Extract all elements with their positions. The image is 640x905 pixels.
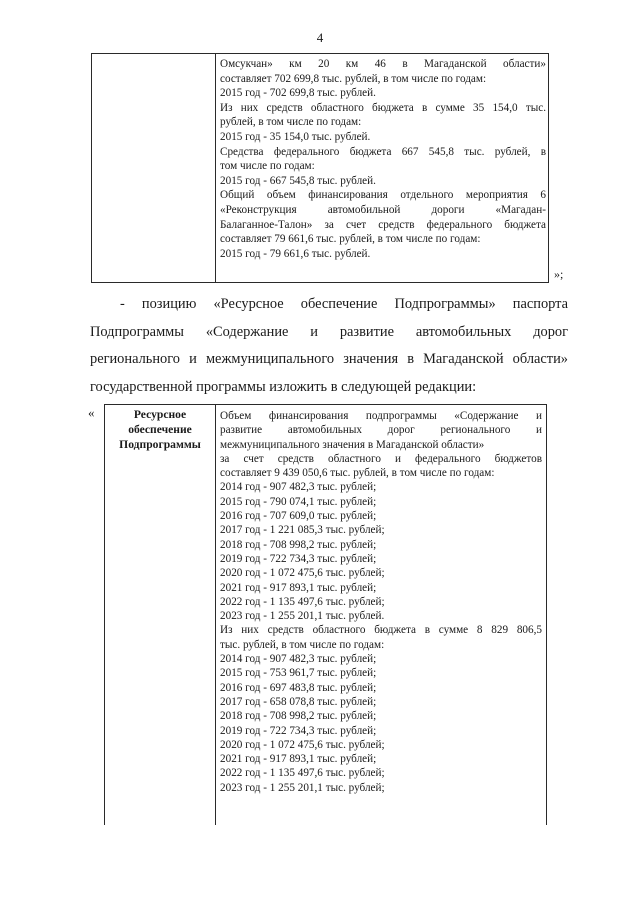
table-left-cell [92,54,216,282]
table-line: 2023 год - 1 255 201,1 тыс. рублей; [220,781,385,794]
row-heading [105,407,215,452]
table-left-cell [105,405,216,825]
heading-line: обеспечение [128,423,192,436]
table-line: «Реконструкция автомобильной дороги «Магадан- [220,203,546,216]
table-line: 2018 год - 708 998,2 тыс. рублей; [220,538,377,551]
table-right-cell [220,409,542,795]
table-line: Общий объем финансирования отдельного мероприятия 6 [220,189,546,202]
table-line: 2017 год - 658 078,8 тыс. рублей; [220,695,377,708]
table-line: 2020 год - 1 072 475,6 тыс. рублей; [220,567,385,580]
table-line: 2021 год - 917 893,1 тыс. рублей; [220,581,377,594]
resource-provision-table [104,404,547,825]
amendment-paragraph [90,291,568,401]
table-line: Из них средств областного бюджета в сумме 35 154,0 тыс. [220,101,546,114]
paragraph-line: регионального и межмуниципального значения в Магаданской области» [90,351,568,368]
table-line: 2022 год - 1 135 497,6 тыс. рублей; [220,767,385,780]
table-line: 2014 год - 907 482,3 тыс. рублей; [220,481,377,494]
table-line: развитие автомобильных дорог регионального и [220,424,542,437]
page-number: 4 [316,30,324,45]
table-line: 2014 год - 907 482,3 тыс. рублей; [220,653,377,666]
funding-table-continued [91,53,549,283]
table-line: рублей, в том числе по годам: [220,116,362,129]
paragraph-line: Подпрограммы «Содержание и развитие автомобильных дорог [90,323,568,340]
table-line: Средства федерального бюджета 667 545,8 тыс. рублей, в [220,145,546,158]
table-line: Омсукчан» км 20 км 46 в Магаданской области» [220,58,546,70]
table-line: 2018 год - 708 998,2 тыс. рублей; [220,710,377,723]
table-line: 2019 год - 722 734,3 тыс. рублей; [220,724,377,737]
table-line: 2022 год - 1 135 497,6 тыс. рублей; [220,595,385,608]
table-line: 2016 год - 707 609,0 тыс. рублей; [220,510,377,523]
table-line: составляет 9 439 050,6 тыс. рублей, в том числе по годам: [220,467,495,480]
table-line: том числе по годам: [220,160,315,173]
table-line: 2015 год - 79 661,6 тыс. рублей. [220,247,371,260]
table-line: тыс. рублей, в том числе по годам: [220,638,385,651]
table-line: 2015 год - 702 699,8 тыс. рублей. [220,87,376,100]
table-line: 2019 год - 722 734,3 тыс. рублей; [220,552,377,565]
table-line: составляет 702 699,8 тыс. рублей, в том числе по годам: [220,72,487,85]
table-line: межмуниципального значения в Магаданской области» [220,438,485,451]
table-line: 2015 год - 35 154,0 тыс. рублей. [220,130,371,143]
table-line: 2021 год - 917 893,1 тыс. рублей; [220,753,377,766]
closing-quote: »; [554,267,564,281]
paragraph-line: - позицию «Ресурсное обеспечение Подпрограммы» паспорта [120,296,568,312]
table-line: 2023 год - 1 255 201,1 тыс. рублей. [220,610,385,623]
table-line: 2016 год - 697 483,8 тыс. рублей; [220,681,377,694]
table-line: Балаганное-Талон» за счет средств федерального бюджета [220,218,546,231]
table-line: составляет 79 661,6 тыс. рублей, в том числе по годам: [220,233,481,246]
heading-line: Подпрограммы [119,438,201,451]
table-line: Из них средств областного бюджета в сумме 8 829 806,5 [220,624,542,637]
table-line: Объем финансирования подпрограммы «Содержание и [220,410,542,422]
table-line: 2015 год - 667 545,8 тыс. рублей. [220,174,376,187]
table-line: 2015 год - 753 961,7 тыс. рублей; [220,667,377,680]
table-line: 2020 год - 1 072 475,6 тыс. рублей; [220,738,385,751]
table-right-cell [220,57,546,261]
opening-quote: « [88,405,95,420]
table-line: 2017 год - 1 221 085,3 тыс. рублей; [220,524,385,537]
heading-line: Ресурсное [133,408,187,421]
paragraph-line: государственной программы изложить в следующей редакции: [90,378,477,395]
table-line: за счет средств областного и федерального бюджетов [220,452,542,465]
table-line: 2015 год - 790 074,1 тыс. рублей; [220,495,377,508]
